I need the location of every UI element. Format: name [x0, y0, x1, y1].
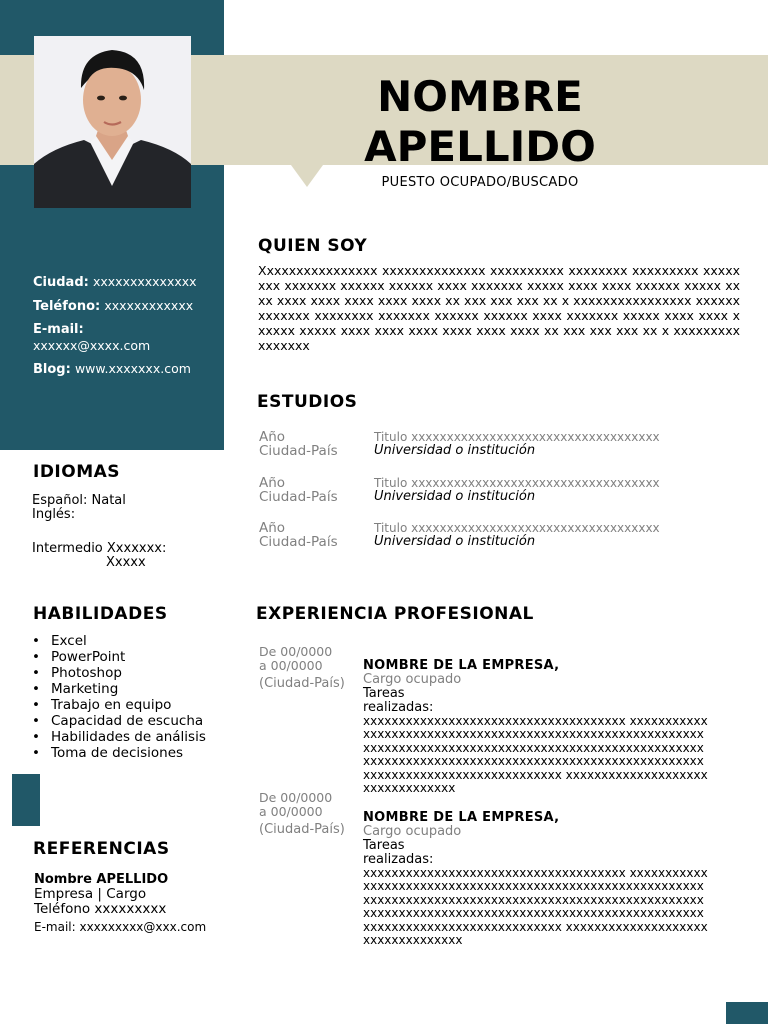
education-detail	[374, 430, 674, 458]
experience-from: De 00/0000	[259, 644, 333, 659]
section-title-referencias: REFERENCIAS	[33, 839, 170, 859]
education-institution: Universidad o institución	[374, 534, 536, 549]
skill-item: • Habilidades de análisis	[32, 729, 206, 745]
contact-info	[33, 274, 218, 385]
education-date	[259, 521, 369, 549]
reference-name: Nombre APELLIDO	[34, 872, 169, 887]
reference-phone: Teléfono xxxxxxxxx	[34, 901, 167, 917]
experience-tasks-label: realizadas:	[363, 852, 434, 867]
phone-value: xxxxxxxxxxxx	[104, 298, 194, 313]
contact-phone	[33, 298, 218, 315]
education-detail	[374, 476, 674, 504]
reference-company: Empresa | Cargo	[34, 886, 147, 902]
section-title-estudios: ESTUDIOS	[257, 392, 358, 412]
contact-email	[33, 322, 218, 354]
language-line-3: Intermedio Xxxxxxx:	[32, 541, 167, 556]
section-title-quien-soy: QUIEN SOY	[258, 236, 368, 256]
experience-tasks-label: realizadas:	[363, 700, 434, 715]
language-line-2: Inglés:	[32, 507, 76, 522]
education-title: Titulo xxxxxxxxxxxxxxxxxxxxxxxxxxxxxxxxxxx	[374, 521, 660, 535]
experience-date	[259, 645, 359, 691]
skill-item: • Trabajo en equipo	[32, 697, 206, 713]
city-label: Ciudad:	[33, 275, 89, 290]
education-year: Año	[259, 475, 286, 491]
skill-item: • Excel	[32, 633, 206, 649]
profile-photo	[34, 36, 191, 208]
decorative-teal-block	[12, 774, 40, 826]
blog-value[interactable]: www.xxxxxxx.com	[74, 361, 191, 376]
blog-label: Blog:	[33, 362, 71, 377]
experience-body	[363, 659, 708, 795]
education-year: Año	[259, 429, 286, 445]
portrait-illustration	[34, 36, 191, 208]
reference-email: E-mail: xxxxxxxxx@xxx.com	[34, 920, 207, 934]
education-institution: Universidad o institución	[374, 443, 536, 458]
email-label: E-mail:	[33, 322, 84, 337]
section-title-experiencia: EXPERIENCIA PROFESIONAL	[256, 604, 534, 624]
experience-tasks: xxxxxxxxxxxxxxxxxxxxxxxxxxxxxxxxxxxxx xxxxxxxxxxxxxxxxxxxxxxxxxxxxxxxxxxxxxxxxxxxxxxxxxxxxxxxxxxxxxxxxxxxxxxxxxxxxxxxxxxxxxxxxxxxxxxxxxxxxxxxxxxxxxxxxxxxxxxxxxxxxxxxxxxxxxxxxxxxxxxxxxxxxxxxxxxxxxxxxxxxxxxxxxxxxxxxxxxxxxxx xxxxxxxxxxxxxxxxxxxxxxxxxxxxxxxxx	[363, 714, 708, 796]
references-block	[34, 872, 206, 935]
education-date	[259, 430, 369, 458]
education-institution: Universidad o institución	[374, 489, 536, 504]
city-value: xxxxxxxxxxxxxx	[92, 274, 197, 289]
section-title-idiomas: IDIOMAS	[33, 462, 121, 482]
section-title-habilidades: HABILIDADES	[33, 604, 168, 624]
experience-tasks-label: Tareas	[363, 838, 405, 853]
last-name: APELLIDO	[364, 122, 596, 171]
experience-to: a 00/0000	[259, 658, 323, 673]
experience-tasks: xxxxxxxxxxxxxxxxxxxxxxxxxxxxxxxxxxxxx xxxxxxxxxxxxxxxxxxxxxxxxxxxxxxxxxxxxxxxxxxxxxxxxxxxxxxxxxxxxxxxxxxxxxxxxxxxxxxxxxxxxxxxxxxxxxxxxxxxxxxxxxxxxxxxxxxxxxxxxxxxxxxxxxxxxxxxxxxxxxxxxxxxxxxxxxxxxxxxxxxxxxxxxxxxxxxxxxxxxxxx xxxxxxxxxxxxxxxxxxxxxxxxxxxxxxxxxx	[363, 866, 708, 948]
experience-city: (Ciudad-País)	[259, 822, 345, 837]
decorative-corner-block	[726, 1002, 768, 1024]
contact-blog	[33, 361, 218, 378]
skill-item: • Marketing	[32, 681, 206, 697]
full-name	[340, 72, 620, 172]
language-line-1: Español: Natal	[32, 493, 126, 508]
education-title: Titulo xxxxxxxxxxxxxxxxxxxxxxxxxxxxxxxxxxx	[374, 476, 660, 490]
job-position: PUESTO OCUPADO/BUSCADO	[381, 175, 579, 190]
experience-company: NOMBRE DE LA EMPRESA,	[363, 658, 560, 673]
first-name: NOMBRE	[377, 72, 583, 121]
email-value[interactable]: xxxxxx@xxxx.com	[33, 338, 151, 353]
experience-city: (Ciudad-País)	[259, 676, 345, 691]
experience-role: Cargo ocupado	[363, 824, 462, 839]
education-place: Ciudad-País	[259, 443, 338, 459]
experience-body	[363, 811, 708, 947]
education-place: Ciudad-País	[259, 534, 338, 550]
skill-item: • Toma de decisiones	[32, 745, 206, 761]
languages-block	[32, 494, 166, 570]
contact-city	[33, 274, 218, 291]
education-place: Ciudad-País	[259, 489, 338, 505]
experience-from: De 00/0000	[259, 790, 333, 805]
about-text: Xxxxxxxxxxxxxxxx xxxxxxxxxxxxxx xxxxxxxxxx xxxxxxxx xxxxxxxxx xxxxxxxx xxxxxxx xxxxxx xxxxxx xxxx xxxxxxx xxxxx xxxx xxxx xxxxxx xxxxx xxxx xxxx xxxx xxxx xxxx xxxx xx xxx xxx xxx xx x xxxxxxxxxxxxxxxx xxxxxx xxxxxxx xxxxxxxx xxxxxxx xxxxxx xxxxxx xxxx xxxxxxx xxxxx xxxx xxxx xxxxxx xxxxx xxxx xxxx xxxx xxxx xxxx xxxx xx xxx xxx xxx xx x xxxxxxxxxxxxxxxx	[258, 263, 740, 353]
language-line-4: Xxxxx	[106, 555, 146, 570]
education-title: Titulo xxxxxxxxxxxxxxxxxxxxxxxxxxxxxxxxxxx	[374, 430, 660, 444]
education-year: Año	[259, 520, 286, 536]
experience-to: a 00/0000	[259, 804, 323, 819]
experience-role: Cargo ocupado	[363, 672, 462, 687]
experience-company: NOMBRE DE LA EMPRESA,	[363, 810, 560, 825]
experience-date	[259, 791, 359, 837]
education-date	[259, 476, 369, 504]
skill-item: • Capacidad de escucha	[32, 713, 206, 729]
header-band-notch	[291, 165, 323, 187]
experience-tasks-label: Tareas	[363, 686, 405, 701]
skills-list	[32, 633, 206, 761]
skill-item: • PowerPoint	[32, 649, 206, 665]
education-detail	[374, 521, 674, 549]
phone-label: Teléfono:	[33, 299, 101, 314]
skill-item: • Photoshop	[32, 665, 206, 681]
